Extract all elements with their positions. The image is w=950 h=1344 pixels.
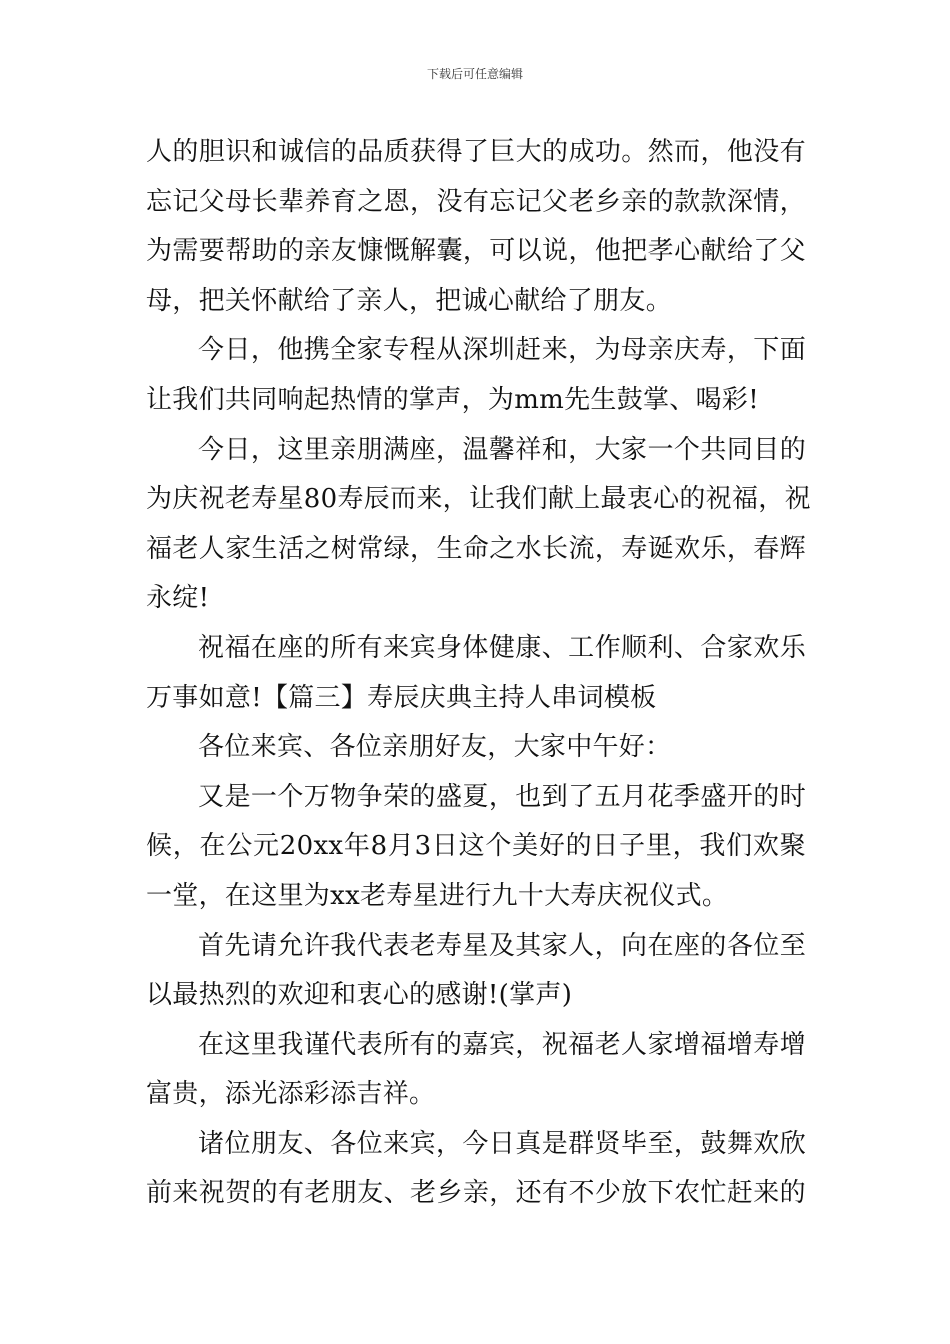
text-line: 在这里我谨代表所有的嘉宾，祝福老人家增福增寿增	[198, 1029, 806, 1060]
text-line: 永绽!	[146, 583, 210, 614]
text-line: 为庆祝老寿星80寿辰而来，让我们献上最衷心的祝福，祝	[146, 484, 811, 515]
text-line: 人的胆识和诚信的品质获得了巨大的成功。然而，他没有	[146, 137, 806, 167]
text-line: 母，把关怀献给了亲人，把诚心献给了朋友。	[146, 285, 673, 316]
text-line: 今日，他携全家专程从深圳赶来，为母亲庆寿，下面	[198, 335, 806, 366]
document-body	[146, 128, 811, 1219]
text-line: 让我们共同响起热情的掌声，为mm先生鼓掌、喝彩!	[146, 384, 759, 415]
text-line: 又是一个万物争荣的盛夏，也到了五月花季盛开的时	[198, 781, 806, 812]
text-line: 富贵，添光添彩添吉祥。	[146, 1079, 436, 1110]
text-line: 前来祝贺的有老朋友、老乡亲，还有不少放下农忙赶来的	[146, 1178, 806, 1209]
text-line: 为需要帮助的亲友慷慨解囊，可以说，他把孝心献给了父	[146, 236, 806, 267]
page-header: 下载后可任意编辑	[426, 67, 523, 81]
text-line: 祝福在座的所有来宾身体健康、工作顺利、合家欢乐	[198, 632, 806, 663]
text-line: 以最热烈的欢迎和衷心的感谢!(掌声)	[146, 980, 573, 1011]
text-line: 诸位朋友、各位来宾，今日真是群贤毕至，鼓舞欢欣	[198, 1128, 806, 1159]
text-line: 福老人家生活之树常绿，生命之水长流，寿诞欢乐，春辉	[146, 533, 806, 564]
text-line: 万事如意!【篇三】寿辰庆典主持人串词模板	[146, 682, 657, 713]
text-line: 一堂，在这里为xx老寿星进行九十大寿庆祝仪式。	[146, 880, 729, 911]
text-line: 忘记父母长辈养育之恩，没有忘记父老乡亲的款款深情，	[146, 186, 806, 217]
text-line: 各位来宾、各位亲朋好友，大家中午好：	[198, 732, 672, 763]
text-line: 今日，这里亲朋满座，温馨祥和，大家一个共同目的	[198, 434, 806, 465]
text-line: 候，在公元20xx年8月3日这个美好的日子里，我们欢聚	[146, 831, 806, 862]
text-line: 首先请允许我代表老寿星及其家人，向在座的各位至	[198, 930, 806, 961]
